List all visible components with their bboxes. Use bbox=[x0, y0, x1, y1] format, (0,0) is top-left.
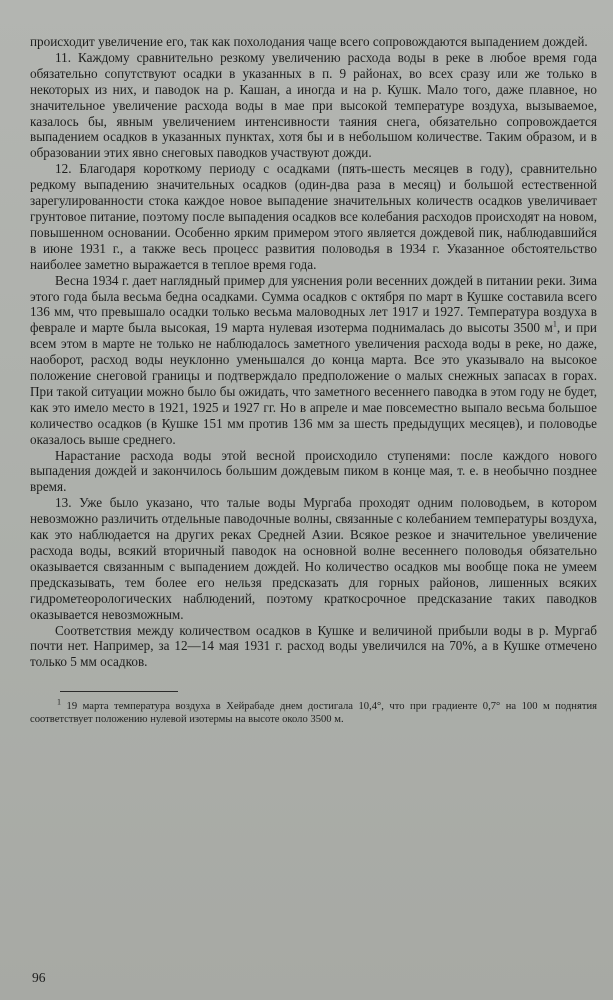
paragraph-13: 13. Уже было указано, что талые воды Мургаба проходят одним половодьем, в котором невозможно различить отдельные паводочные волны, связанные с колебанием температуры воздуха, как это наблюдается на других реках Средней Азии. Всякое резкое и значительное увеличение расхода воды, всякий вторичный паводок на основной волне весеннего половодья обязательно оказывается связанным с выпадением дождей. Но количество осадков мы вообще пока не умеем предсказывать, тем более его нельзя предсказать для горных районов, лишенных всяких гидрометеорологических наблюдений, поэтому краткосрочное предсказание таких паводков оказывается невозможным. bbox=[30, 495, 597, 622]
page-number: 96 bbox=[32, 970, 46, 985]
footnote-reference: 1 bbox=[552, 319, 557, 329]
paragraph-11: 11. Каждому сравнительно резкому увеличению расхода воды в реке в любое время года обязательно сопутствуют осадки в указанных в п. 9 районах, во всех сразу или же только в некоторых из них, и паводок на р. Кашан, а иногда и на р. Кушк. Мало того, даже плавное, но значительное увеличение расхода воды в мае при высокой температуре воздуха, вызываемое, казалось бы, явным увеличением интенсивности таяния снега, обязательно сопровождается выпадением осадков в указанных пунктах, хотя бы и в небольшом количестве. Таким образом, и в образовании этих явно снеговых паводков участвуют дожди. bbox=[30, 49, 597, 161]
paragraph-continuation: происходит увеличение его, так как похолодания чаще всего сопровождаются выпадением дождей. bbox=[30, 34, 588, 49]
paragraph-spring-1934-part-1: Весна 1934 г. дает наглядный пример для уяснения роли весенних дождей в питании реки. Зима этого года была весьма бедна осадками. Сумма осадков с октября по март в Кушке составила всего 136 мм, что превышало осадки только весьма маловодных лет 1917 и 1927. Температура воздуха в феврале и марте была высокая, 19 марта нулевая изотерма поднималась до высоты 3500 м bbox=[30, 272, 597, 336]
main-text bbox=[30, 34, 597, 670]
paragraph-stepwise-rise: Нарастание расхода воды этой весной происходило ступенями: после каждого нового выпадения дождей и закончилось большим дождевым пиком в конце мая, т. е. в необычно позднее время. bbox=[30, 447, 597, 495]
paragraph-12: 12. Благодаря короткому периоду с осадками (пять-шесть месяцев в году), сравнительно редкому выпадению значительных осадков (один-два раза в месяц) и большой естественной зарегулированности стока каждое новое выпадение значительных количеств осадков увеличивает грунтовое питание, поэтому после выпадения осадков все колебания расходов происходят на новом, повышенном основании. Особенно ярким примером этого является дождевой пик, наблюдавшийся в июне 1931 г., а также весь процесс развития половодья в 1934 г. Указанное обстоятельство наиболее заметно выражается в теплое время года. bbox=[30, 161, 597, 272]
footnote bbox=[30, 697, 597, 727]
paragraph-spring-1934 bbox=[30, 273, 597, 448]
footnote-marker: 1 bbox=[57, 697, 61, 707]
paragraph-spring-1934-part-2: , и при всем этом в марте не только не наблюдалось заметного увеличения расхода воды в реке, но даже, наоборот, расход воды неуклонно уменьшался до конца марта. Все это указывало на высокое положение снеговой границы и подтверждало предположение о малых снежных запасах в горах. При такой ситуации можно было бы ожидать, что заметного весеннего паводка в этом году не будет, как это имело место в 1921, 1925 и 1927 гг. Но в апреле и мае повсеместно выпало весьма большое количество осадков (в Кушке 151 мм против 136 мм за шесть предыдущих месяцев), и половодье оказалось выше среднего. bbox=[30, 320, 597, 447]
footnote-text: 19 марта температура воздуха в Хейрабаде днем достигала 10,4°, что при градиенте 0,7° на 100 м поднятия соответствует положению нулевой изотермы на высоте около 3500 м. bbox=[30, 701, 597, 726]
footnote-divider bbox=[60, 691, 178, 692]
paragraph-correspondence: Соответствия между количеством осадков в Кушке и величиной прибыли воды в р. Мургаб почти нет. Например, за 12—14 мая 1931 г. расход воды увеличился на 70%, а в Кушке отмечено только 5 мм осадков. bbox=[30, 622, 597, 670]
